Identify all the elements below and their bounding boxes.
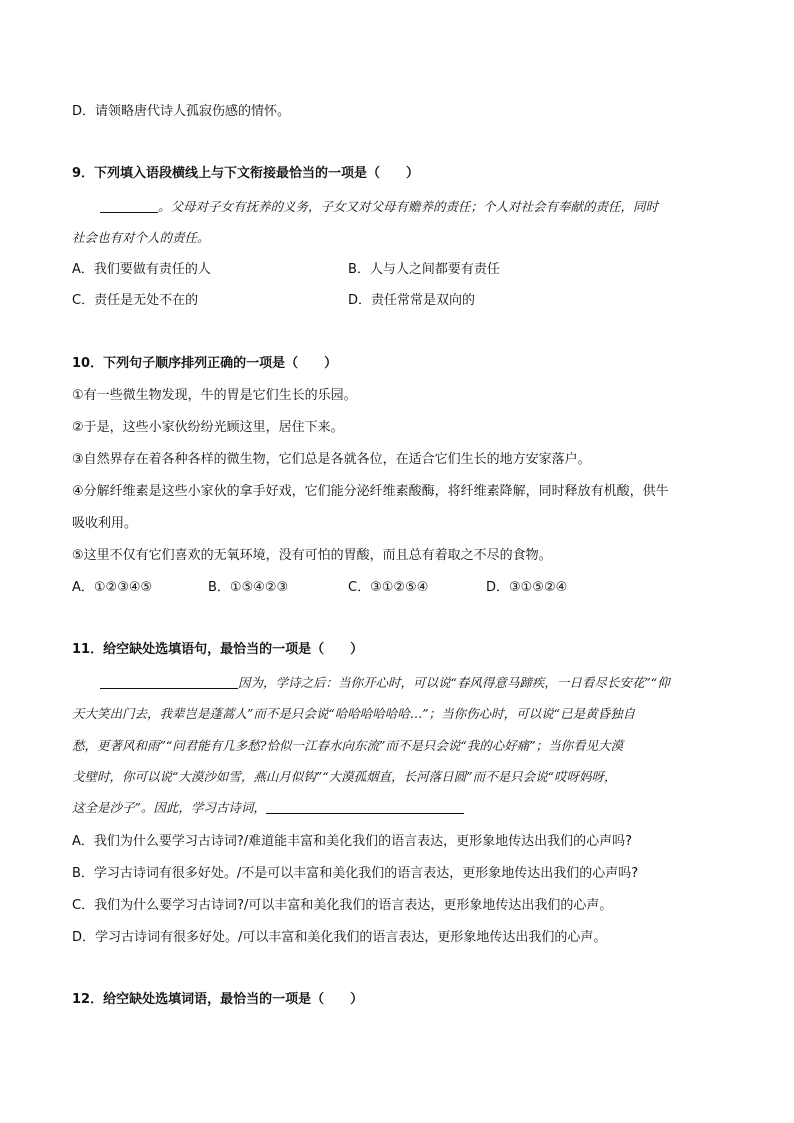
question-10-option-c[interactable]: C．③①②⑤④ (348, 580, 429, 595)
question-11-passage-line-3: 愁，更著风和雨”“问君能有几多愁?恰似一江春水向东流”而不是只会说“我的心好痛”；当你看见大漠 (72, 738, 624, 753)
question-9-option-d[interactable]: D．责任常常是双向的 (348, 293, 476, 308)
question-11-passage-line-4: 戈壁时，你可以说“大漠沙如雪，燕山月似钩”“大漠孤烟直，长河落日圆”而不是只会说“哎呀妈呀， (72, 769, 617, 784)
question-10-sentence-5: ⑤这里不仅有它们喜欢的无氧环境，没有可怕的胃酸，而且总有着取之不尽的食物。 (72, 548, 552, 563)
question-11-passage-line-5 (72, 798, 464, 818)
answer-blank[interactable] (100, 198, 158, 213)
question-11-stem: 11．给空缺处选填语句，最恰当的一项是（ ） (72, 642, 364, 657)
question-10-stem: 10．下列句子顺序排列正确的一项是（ ） (72, 356, 338, 371)
question-10-option-b[interactable]: B．①⑤④②③ (208, 580, 289, 595)
question-11-option-b[interactable]: B．学习古诗词有很多好处。/不是可以丰富和美化我们的语言表达，更形象地传达出我们的心声吗? (72, 866, 639, 881)
question-11-passage-line-1 (100, 673, 670, 693)
answer-blank[interactable] (266, 799, 464, 814)
question-10-sentence-4: ④分解纤维素是这些小家伙的拿手好戏，它们能分泌纤维素酸酶，将纤维素降解，同时释放有机酸，供牛 (72, 484, 669, 499)
question-11-passage-line-2: 天大笑出门去，我辈岂是蓬蒿人”而不是只会说“哈哈哈哈哈哈…”；当你伤心时，可以说“已是黄昏独自 (72, 706, 636, 721)
answer-blank[interactable] (100, 674, 238, 689)
question-9-passage-line-2: 社会也有对个人的责任。 (72, 230, 210, 245)
question-9-passage-line-1 (100, 197, 658, 217)
question-10-sentence-4-continued: 吸收利用。 (72, 516, 138, 531)
question-10-option-a[interactable]: A．①②③④⑤ (72, 580, 153, 595)
question-9-stem: 9．下列填入语段横线上与下文衔接最恰当的一项是（ ） (72, 166, 420, 181)
question-11-option-a[interactable]: A．我们为什么要学习古诗词?/难道能丰富和美化我们的语言表达，更形象地传达出我们的心声吗? (72, 834, 633, 849)
question-11-option-c[interactable]: C．我们为什么要学习古诗词?/可以丰富和美化我们的语言表达，更形象地传达出我们的心声。 (72, 898, 613, 913)
passage-text: 因为，学诗之后：当你开心时，可以说“春风得意马蹄疾，一日看尽长安花”“仰 (238, 675, 670, 690)
question-10-sentence-3: ③自然界存在着各种各样的微生物，它们总是各就各位，在适合它们生长的地方安家落户。 (72, 452, 591, 467)
question-10-sentence-1: ①有一些微生物发现，牛的胃是它们生长的乐园。 (72, 388, 357, 403)
passage-text: 这全是沙子”。因此，学习古诗词， (72, 800, 266, 815)
passage-text: 。父母对子女有抚养的义务，子女又对父母有赡养的责任；个人对社会有奉献的责任，同时 (158, 199, 659, 214)
previous-option-d: D．请领略唐代诗人孤寂伤感的情怀。 (72, 104, 291, 119)
question-10-sentence-2: ②于是，这些小家伙纷纷光顾这里，居住下来。 (72, 420, 344, 435)
question-11-option-d[interactable]: D．学习古诗词有很多好处。/可以丰富和美化我们的语言表达，更形象地传达出我们的心声。 (72, 930, 607, 945)
question-12-stem: 12．给空缺处选填词语，最恰当的一项是（ ） (72, 992, 364, 1007)
question-9-option-c[interactable]: C．责任是无处不在的 (72, 293, 199, 308)
question-9-option-b[interactable]: B．人与人之间都要有责任 (348, 262, 500, 277)
question-9-option-a[interactable]: A．我们要做有责任的人 (72, 262, 211, 277)
question-10-option-d[interactable]: D．③①⑤②④ (486, 580, 568, 595)
